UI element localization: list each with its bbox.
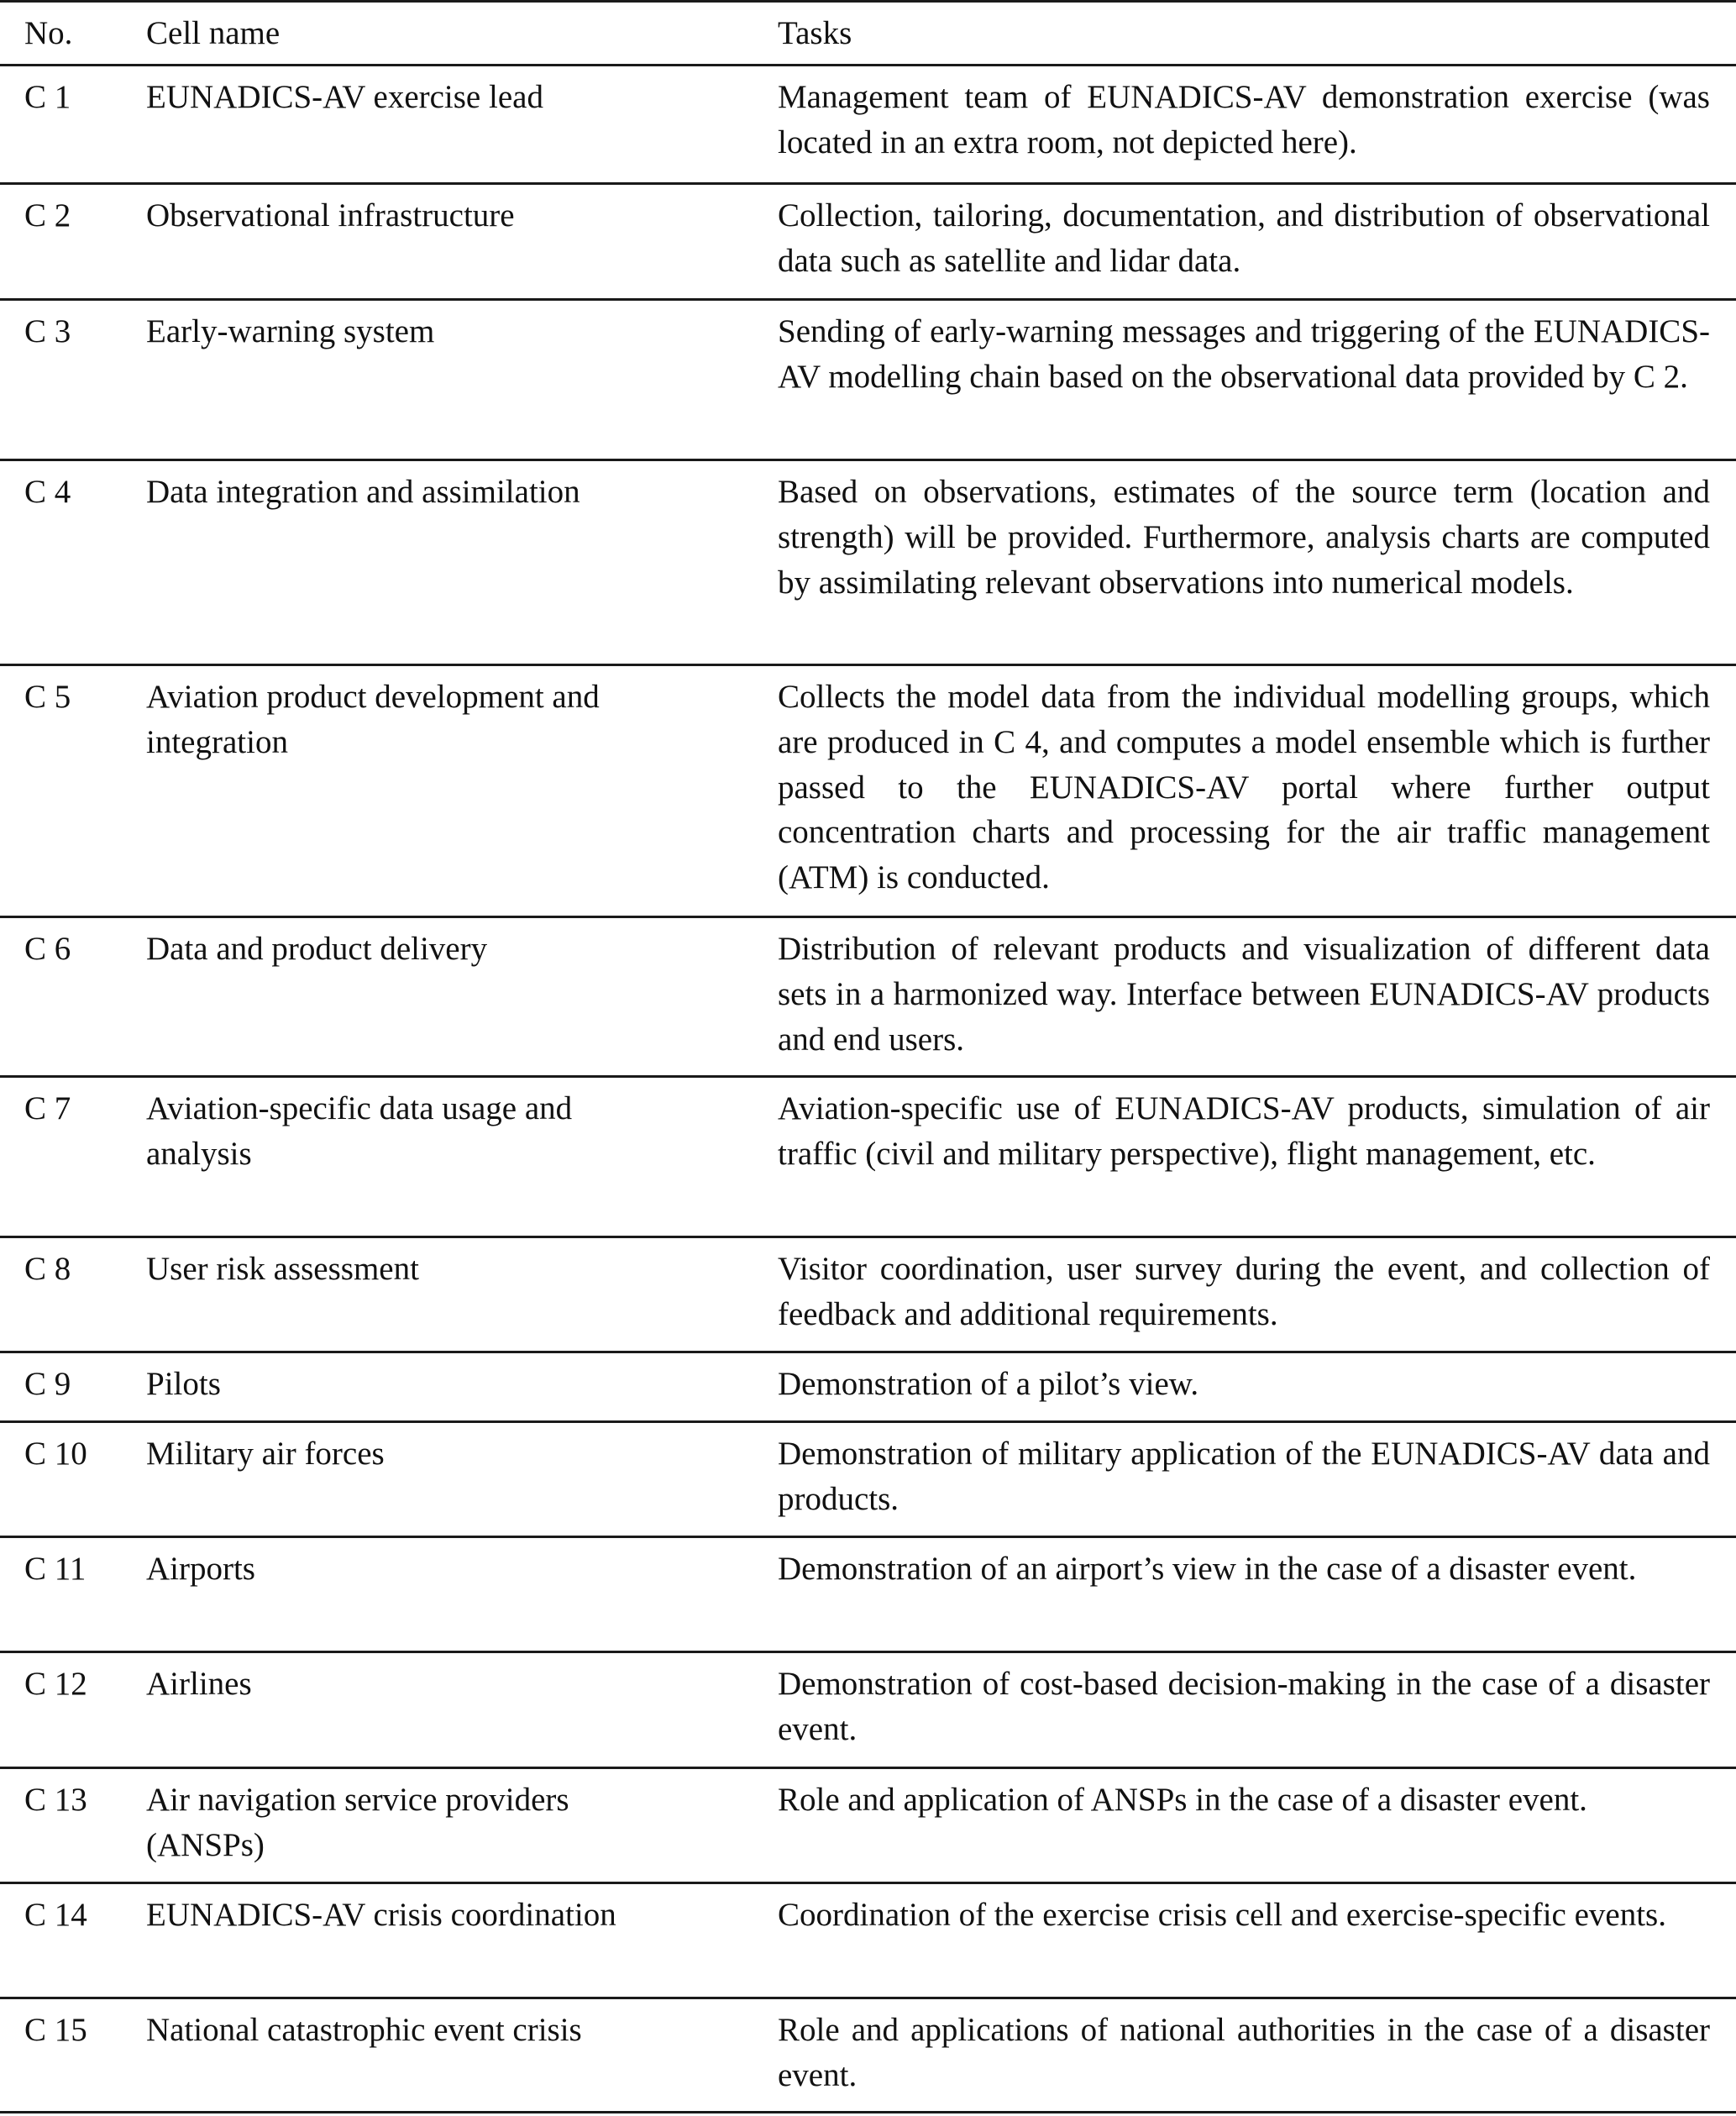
table-row [0,918,1736,1078]
row-cell-name: National catastrophic event crisis [146,2012,582,2048]
row-no: C 5 [24,679,71,715]
row-cell-name: Aviation-specific data usage and analysis [146,1090,573,1172]
row-no: C 4 [24,474,71,510]
row-no: C 13 [24,1782,87,1818]
row-no: C 2 [24,197,71,234]
row-tasks: Distribution of relevant products and visualization of different data sets in a harmonized way. Interface between EUNADICS-AV products and end users. [778,931,1710,1058]
table-row [0,1238,1736,1353]
table-row [0,1353,1736,1423]
table-row [0,666,1736,918]
table-row [0,1538,1736,1653]
row-tasks: Role and applications of national authorities in the case of a disaster event. [778,2012,1710,2093]
row-cell-name: User risk assessment [146,1251,419,1287]
row-tasks: Demonstration of a pilot’s view. [778,1366,1199,1402]
row-cell-name: Early-warning system [146,313,435,349]
row-no: C 3 [24,313,71,349]
row-cell-name: Data and product delivery [146,931,488,967]
row-no: C 6 [24,931,71,967]
row-no: C 14 [24,1897,87,1933]
row-no: C 11 [24,1551,87,1587]
row-tasks: Collection, tailoring, documentation, and distribution of observational data such as satellite and lidar data. [778,197,1710,279]
row-tasks: Aviation-specific use of EUNADICS-AV products, simulation of air traffic (civil and military perspective), flight management, etc. [778,1090,1710,1172]
row-cell-name: Military air forces [146,1436,385,1472]
row-cell-name: Aviation product development and integration [146,679,600,760]
row-cell-name: Air navigation service providers (ANSPs) [146,1782,569,1863]
table-row [0,185,1736,301]
row-cell-name: Pilots [146,1366,221,1402]
row-tasks: Visitor coordination, user survey during the event, and collection of feedback and additional requirements. [778,1251,1710,1332]
row-tasks: Based on observations, estimates of the source term (location and strength) will be provided. Furthermore, analysis charts are computed by assimilating relevant observations into numerical models. [778,474,1710,601]
table-row [0,1653,1736,1769]
row-cell-name: Airports [146,1551,255,1587]
row-tasks: Management team of EUNADICS-AV demonstration exercise (was located in an extra room, not depicted here). [778,79,1710,160]
table-row [0,1423,1736,1538]
row-no: C 7 [24,1090,71,1126]
row-no: C 8 [24,1251,71,1287]
row-tasks: Demonstration of cost-based decision-making in the case of a disaster event. [778,1666,1710,1747]
table-row [0,301,1736,461]
row-tasks: Coordination of the exercise crisis cell and exercise-specific events. [778,1897,1666,1933]
row-tasks: Sending of early-warning messages and triggering of the EUNADICS-AV modelling chain based on the observational data provided by C 2. [778,313,1710,395]
table-row [0,461,1736,666]
row-tasks: Role and application of ANSPs in the case of a disaster event. [778,1782,1587,1818]
header-tasks: Tasks [778,15,852,51]
table-row [0,66,1736,185]
row-tasks: Demonstration of an airport’s view in the case of a disaster event. [778,1551,1637,1587]
row-tasks: Demonstration of military application of the EUNADICS-AV data and products. [778,1436,1710,1517]
table-header-row [0,0,1736,66]
header-no: No. [24,15,73,51]
row-cell-name: Data integration and assimilation [146,474,580,510]
row-cell-name: EUNADICS-AV crisis coordination [146,1897,616,1933]
row-cell-name: EUNADICS-AV exercise lead [146,79,543,115]
table-row [0,1078,1736,1238]
row-no: C 9 [24,1366,71,1402]
row-no: C 10 [24,1436,87,1472]
row-tasks: Collects the model data from the individual modelling groups, which are produced in C 4, and computes a model ensemble which is further passed to the EUNADICS-AV portal where further output concentration charts and processing for the air traffic management (ATM) is conducted. [778,679,1710,896]
row-no: C 15 [24,2012,87,2048]
table-row [0,1884,1736,1999]
table-row [0,1999,1736,2113]
row-no: C 1 [24,79,71,115]
header-cell-name: Cell name [146,15,281,51]
row-cell-name: Observational infrastructure [146,197,515,234]
table-row [0,1769,1736,1884]
row-no: C 12 [24,1666,87,1702]
row-cell-name: Airlines [146,1666,252,1702]
